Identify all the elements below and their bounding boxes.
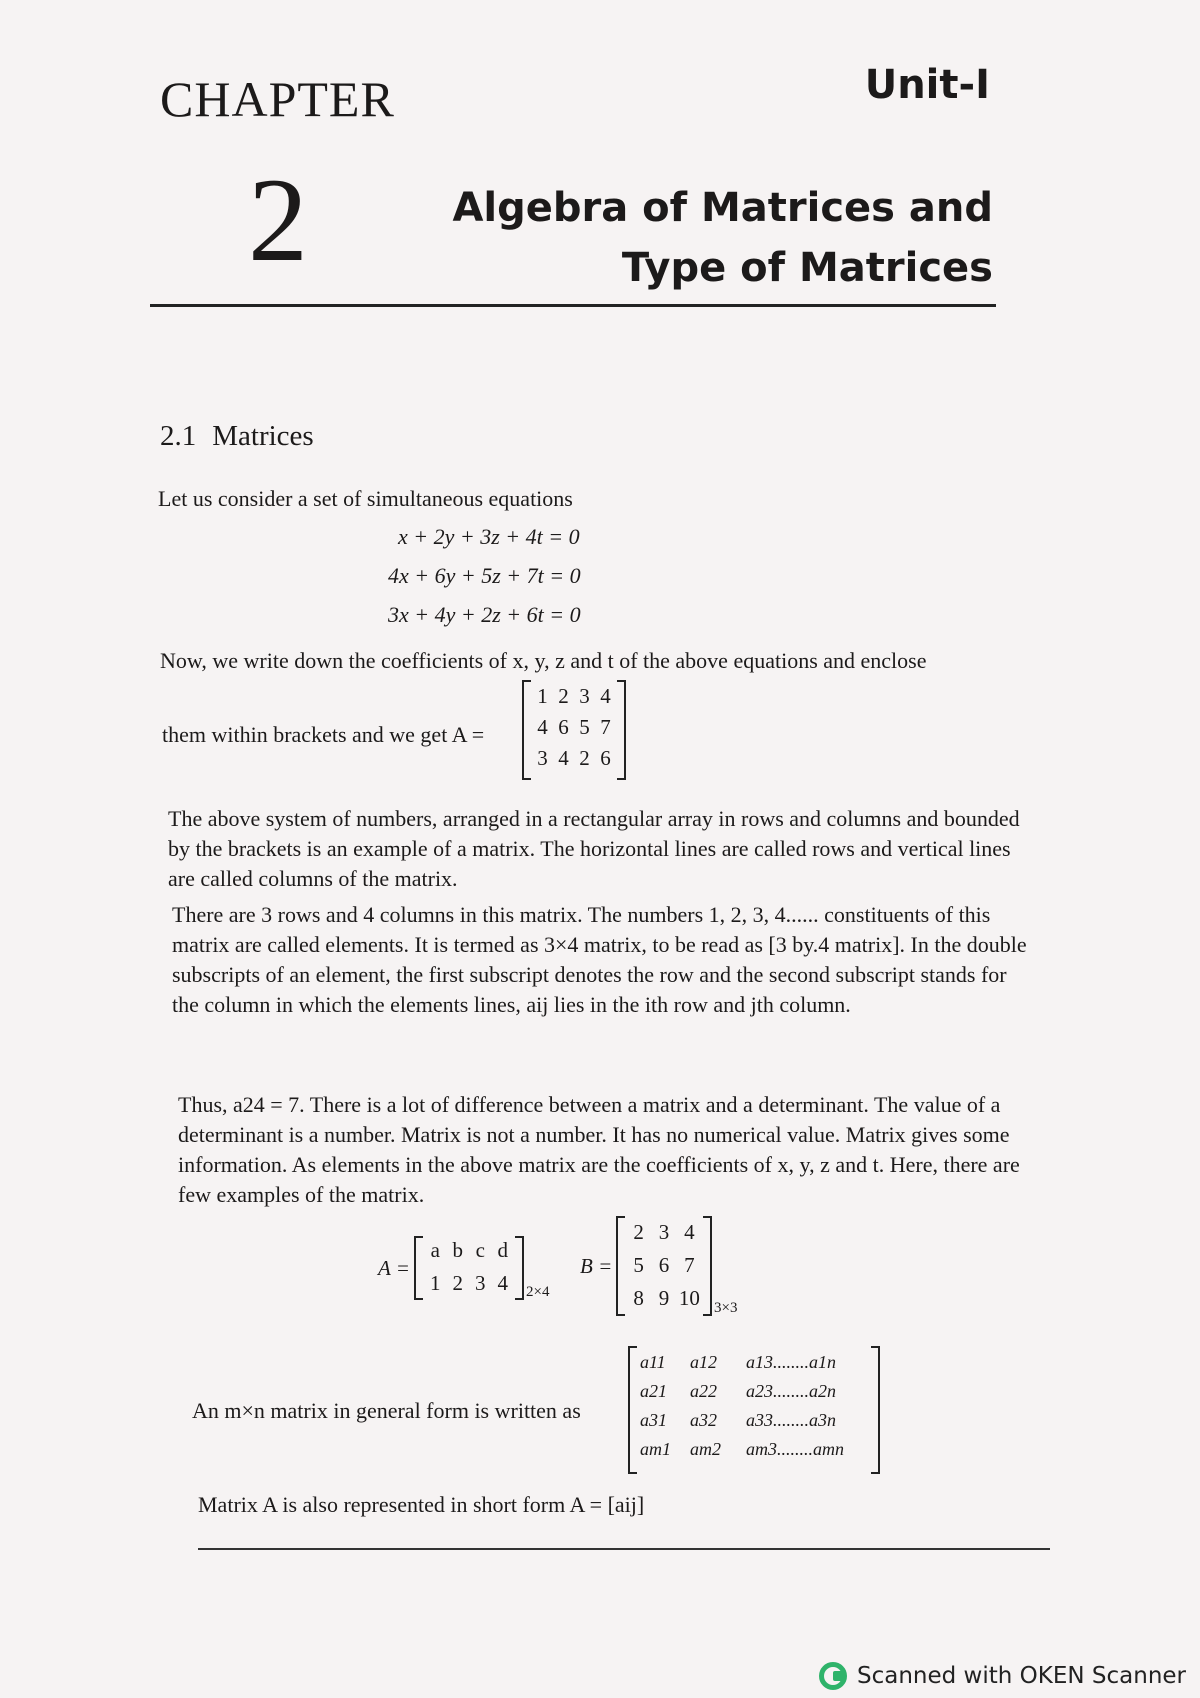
example-A-cell: c — [475, 1238, 485, 1262]
coeff-text-line2: them within brackets and we get A = — [162, 722, 485, 747]
example-B-cell: 4 — [684, 1220, 695, 1244]
matrix-A-cell: 4 — [600, 684, 611, 708]
example-A-cell: a — [430, 1238, 440, 1262]
general-matrix-cell: a23........a2n — [746, 1381, 836, 1401]
paragraph-matrix-definition: The above system of numbers, arranged in a rectangular array in rows and columns and bounded by the brackets is an example of a matrix. The horizontal lines are called rows and vertical lines are called columns of the matrix. — [168, 806, 1020, 891]
example-B-cell: 5 — [633, 1253, 644, 1277]
example-A-grid — [424, 1238, 514, 1296]
example-A-cell: 2 — [452, 1271, 463, 1295]
scanner-watermark — [819, 1662, 1186, 1690]
example-B-cell: 2 — [633, 1220, 644, 1244]
general-matrix-cell: a21 — [640, 1381, 667, 1401]
example-B-label: B = — [580, 1254, 613, 1278]
section-number: 2.1 — [160, 420, 197, 452]
example-B-order: 3×3 — [714, 1300, 738, 1316]
general-matrix — [628, 1346, 880, 1474]
equation-3: 3x + 4y + 2z + 6t = 0 — [388, 602, 581, 627]
equation-1: x + 2y + 3z + 4t = 0 — [398, 524, 580, 549]
example-B-cell: 3 — [658, 1220, 670, 1244]
matrix-A — [522, 680, 626, 780]
scanner-text: Scanned with OKEN Scanner — [857, 1663, 1186, 1689]
example-A-order: 2×4 — [526, 1284, 550, 1300]
scanner-logo-icon — [819, 1662, 847, 1690]
example-A-cell: 1 — [430, 1271, 441, 1295]
short-form-text: Matrix A is also represented in short form A = [aij] — [198, 1492, 645, 1517]
general-matrix-cell: a12 — [690, 1352, 717, 1372]
matrix-A-cell: 4 — [537, 715, 548, 739]
example-A-label: A = — [378, 1256, 410, 1280]
footer-rule — [198, 1548, 1050, 1550]
header-rule — [150, 304, 996, 307]
general-matrix-cell: am1 — [640, 1439, 671, 1459]
general-form-text: An m×n matrix in general form is written as — [192, 1398, 581, 1423]
example-A-cell: b — [452, 1238, 463, 1262]
chapter-title — [452, 178, 993, 298]
matrix-A-cell: 2 — [579, 746, 590, 770]
example-B-cell: 8 — [633, 1286, 644, 1310]
general-matrix-cell: a33........a3n — [746, 1410, 836, 1430]
example-B-cell: 9 — [658, 1286, 670, 1310]
general-matrix-cell: a31 — [640, 1410, 667, 1430]
unit-label: Unit-I — [864, 62, 990, 108]
chapter-title-line1: Algebra of Matrices and — [452, 185, 993, 231]
general-matrix-cell: am2 — [690, 1439, 721, 1459]
section-title: Matrices — [212, 420, 314, 452]
matrix-A-cell: 5 — [579, 715, 590, 739]
example-matrix-A — [378, 1236, 558, 1300]
general-matrix-cell: am3........amn — [746, 1439, 844, 1459]
matrix-A-cell: 6 — [558, 715, 569, 739]
matrix-A-cell: 3 — [537, 746, 548, 770]
example-B-cell: 7 — [684, 1253, 695, 1277]
matrix-A-cell: 2 — [558, 684, 569, 708]
general-matrix-cell: a11 — [640, 1352, 666, 1372]
chapter-title-line2: Type of Matrices — [621, 245, 993, 291]
matrix-A-cell: 4 — [558, 746, 569, 770]
example-B-grid — [626, 1220, 702, 1311]
matrix-A-cell: 3 — [579, 684, 590, 708]
general-matrix-cell: a32 — [690, 1410, 717, 1430]
chapter-number: 2 — [248, 153, 308, 286]
general-matrix-cell: a22 — [690, 1381, 717, 1401]
equation-2: 4x + 6y + 5z + 7t = 0 — [388, 563, 581, 588]
matrix-A-cell: 7 — [600, 715, 611, 739]
general-matrix-cell: a13........a1n — [746, 1352, 836, 1372]
paragraph-elements: There are 3 rows and 4 columns in this matrix. The numbers 1, 2, 3, 4...... constituents of this matrix are called elements. It is termed as 3×4 matrix, to be read as [3 by.4 matrix]. In the double subscripts of an element, the first subscript denotes the row and the second subscript stands for the column in which the elements lines, aij lies in the ith row and jth column. — [172, 902, 1027, 1017]
paragraph-determinant: Thus, a24 = 7. There is a lot of difference between a matrix and a determinant. The value of a determinant is a number. Matrix is not a number. It has no numerical value. Matrix gives some information. As elements in the above matrix are the coefficients of x, y, z and t. Here, there are few examples of the matrix. — [178, 1092, 1020, 1207]
example-B-cell: 10 — [678, 1286, 700, 1310]
chapter-label: CHAPTER — [160, 71, 395, 127]
matrix-A-cell: 6 — [600, 746, 611, 770]
example-A-cell: d — [497, 1238, 508, 1262]
general-matrix-grid — [640, 1352, 868, 1460]
example-B-cell: 6 — [658, 1253, 670, 1277]
coeff-text-line1: Now, we write down the coefficients of x, y, z and t of the above equations and enclose — [160, 648, 927, 673]
example-A-cell: 4 — [497, 1271, 508, 1295]
example-matrix-B — [580, 1216, 760, 1316]
intro-text: Let us consider a set of simultaneous equations — [158, 486, 573, 511]
example-A-cell: 3 — [475, 1271, 486, 1295]
matrix-A-grid — [532, 684, 616, 771]
section-heading — [160, 420, 314, 453]
matrix-A-cell: 1 — [537, 684, 548, 708]
